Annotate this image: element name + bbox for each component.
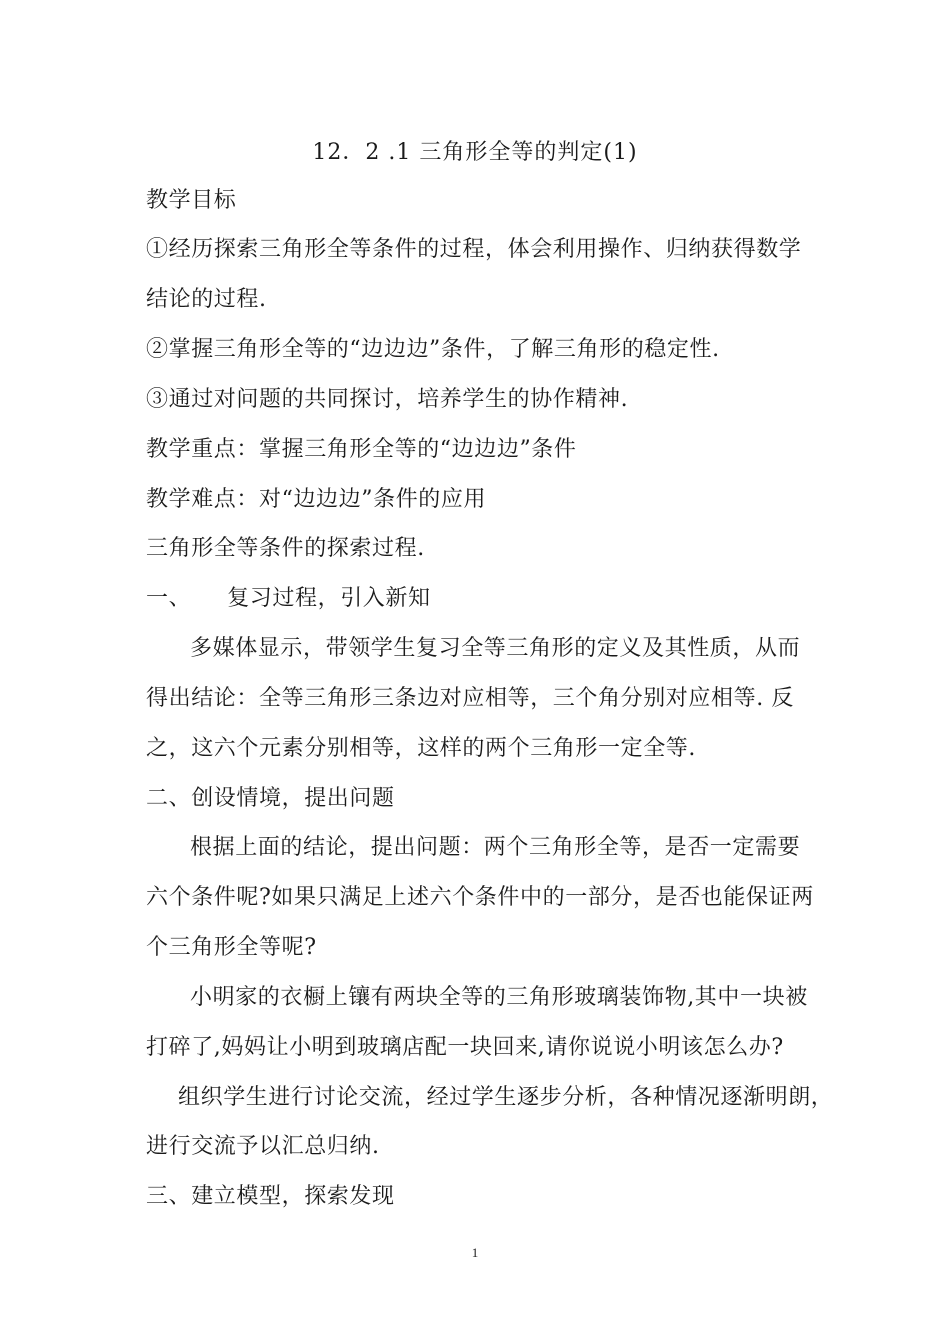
question-paragraph-line-2: 六个条件呢?如果只满足上述六个条件中的一部分，是否也能保证两 <box>146 885 814 910</box>
review-paragraph-line-3: 之，这六个元素分别相等，这样的两个三角形一定全等. <box>146 736 696 761</box>
page-title: 12．2 .1 三角形全等的判定(1) <box>312 140 638 165</box>
objective-3: ③通过对问题的共同探讨，培养学生的协作精神. <box>146 387 629 412</box>
section-one-title: 复习过程，引入新知 <box>227 586 431 611</box>
objective-2: ②掌握三角形全等的“边边边”条件，了解三角形的稳定性. <box>146 337 720 362</box>
question-paragraph-line-1: 根据上面的结论，提出问题：两个三角形全等，是否一定需要 <box>190 835 801 860</box>
question-paragraph-line-3: 个三角形全等呢? <box>146 935 317 960</box>
teaching-difficulty: 教学难点：对“边边边”条件的应用 <box>146 487 487 512</box>
review-paragraph-line-2: 得出结论：全等三角形三条边对应相等，三个角分别对应相等. 反 <box>146 686 794 711</box>
discussion-paragraph-line-1: 组织学生进行讨论交流，经过学生逐步分析，各种情况逐渐明朗， <box>178 1085 834 1110</box>
objective-1-line-2: 结论的过程. <box>146 287 267 312</box>
section-one-marker: 一、 <box>146 586 192 611</box>
section-two-heading: 二、创设情境，提出问题 <box>146 786 395 811</box>
review-paragraph-line-1: 多媒体显示，带领学生复习全等三角形的定义及其性质，从而 <box>190 636 801 661</box>
section-heading-objectives: 教学目标 <box>146 188 237 213</box>
story-paragraph-line-1: 小明家的衣橱上镶有两块全等的三角形玻璃装饰物,其中一块被 <box>190 985 808 1010</box>
section-one-heading <box>146 583 816 615</box>
teaching-key-point: 教学重点：掌握三角形全等的“边边边”条件 <box>146 437 577 462</box>
objective-1-line-1: ①经历探索三角形全等条件的过程，体会利用操作、归纳获得数学 <box>146 237 802 262</box>
story-paragraph-line-2: 打碎了,妈妈让小明到玻璃店配一块回来,请你说说小明该怎么办? <box>146 1035 784 1060</box>
page-number: 1 <box>471 1245 479 1260</box>
difficulty-continuation: 三角形全等条件的探索过程. <box>146 536 425 561</box>
section-three-heading: 三、建立模型，探索发现 <box>146 1184 395 1209</box>
discussion-paragraph-line-2: 进行交流予以汇总归纳. <box>146 1134 380 1159</box>
